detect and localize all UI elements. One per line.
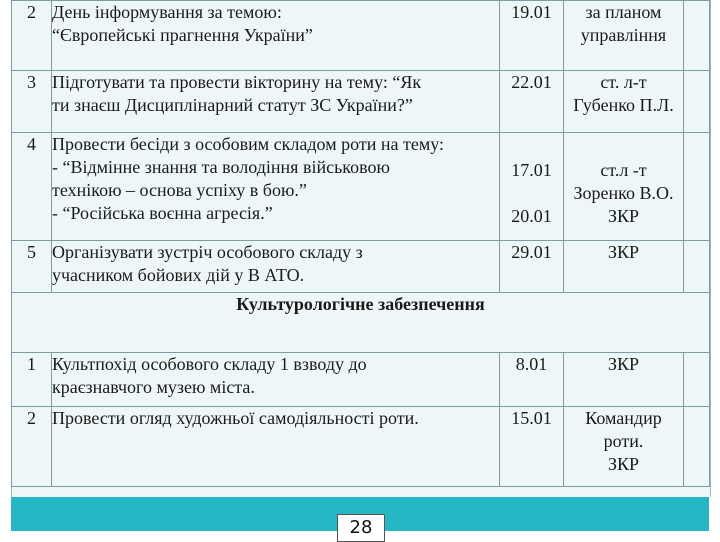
task-text: Підготувати та провести вікторину на тему: “Як	[52, 72, 422, 92]
task-text: - “Російська воєнна агресія.”	[52, 203, 273, 223]
date-text: 17.01	[511, 160, 552, 180]
responsible-text: управління	[580, 25, 667, 45]
date-cell: 15.01	[500, 407, 564, 487]
table-row	[12, 1, 710, 71]
row-number: 2	[12, 407, 52, 487]
responsible-cell	[564, 71, 684, 133]
responsible-text: ст. л-т	[600, 72, 647, 92]
empty-cell	[684, 1, 710, 71]
row-number: 3	[12, 71, 52, 133]
task-text: Організувати зустріч особового складу з	[52, 242, 363, 262]
row-number: 2	[12, 1, 52, 71]
empty-cell	[684, 407, 710, 487]
empty-cell	[684, 133, 710, 241]
date-cell: 8.01	[500, 353, 564, 407]
responsible-cell	[564, 407, 684, 487]
table-row	[12, 71, 710, 133]
responsible-text: за планом	[585, 2, 662, 22]
task-text: Культпохід особового складу 1 взводу до	[52, 354, 367, 374]
task-text: краєзнавчого музею міста.	[52, 377, 255, 397]
task-text: “Європейські прагнення України”	[52, 25, 313, 45]
task-text: учасником бойових дій у В АТО.	[52, 265, 305, 285]
task-cell	[52, 407, 500, 487]
responsible-cell	[564, 241, 684, 293]
responsible-text: ЗКР	[607, 206, 640, 226]
row-number: 1	[12, 353, 52, 407]
responsible-text: Зоренко В.О.	[573, 183, 674, 203]
date-cell: 19.01	[500, 1, 564, 71]
task-text: Провести огляд художньої самодіяльності роти.	[52, 408, 419, 428]
responsible-text: ст.л -т	[600, 160, 647, 180]
plan-table	[11, 0, 710, 487]
table-row	[12, 241, 710, 293]
responsible-text: ЗКР	[607, 454, 640, 474]
responsible-cell	[564, 133, 684, 241]
task-cell	[52, 71, 500, 133]
row-number: 4	[12, 133, 52, 241]
task-cell	[52, 133, 500, 241]
page-number: 28	[337, 514, 385, 542]
task-text: ти знаєш Дисциплінарний статут ЗС України?”	[52, 95, 413, 115]
section-title: Культурологічне забезпечення	[12, 293, 710, 353]
responsible-cell	[564, 1, 684, 71]
empty-cell	[684, 353, 710, 407]
date-text: 20.01	[511, 206, 552, 226]
table-row	[12, 133, 710, 241]
task-text: - “Відмінне знання та володіння військовою	[52, 157, 390, 177]
table-row	[12, 353, 710, 407]
table-row	[12, 407, 710, 487]
responsible-text: ЗКР	[607, 354, 640, 374]
date-cell: 29.01	[500, 241, 564, 293]
task-text: День інформування за темою:	[52, 2, 282, 22]
task-cell	[52, 1, 500, 71]
task-text: технікою – основа успіху в бою.”	[52, 180, 307, 200]
responsible-text: ЗКР	[607, 242, 640, 262]
task-cell	[52, 241, 500, 293]
row-number: 5	[12, 241, 52, 293]
responsible-text: Командир	[585, 408, 662, 428]
responsible-text: Губенко П.Л.	[573, 95, 674, 115]
date-cell: 22.01	[500, 71, 564, 133]
task-cell	[52, 353, 500, 407]
task-text: Провести бесіди з особовим складом роти на тему:	[52, 134, 444, 154]
section-row	[12, 293, 710, 353]
responsible-text: роти.	[603, 431, 644, 451]
empty-cell	[684, 71, 710, 133]
empty-cell	[684, 241, 710, 293]
date-cell	[500, 133, 564, 241]
responsible-cell	[564, 353, 684, 407]
